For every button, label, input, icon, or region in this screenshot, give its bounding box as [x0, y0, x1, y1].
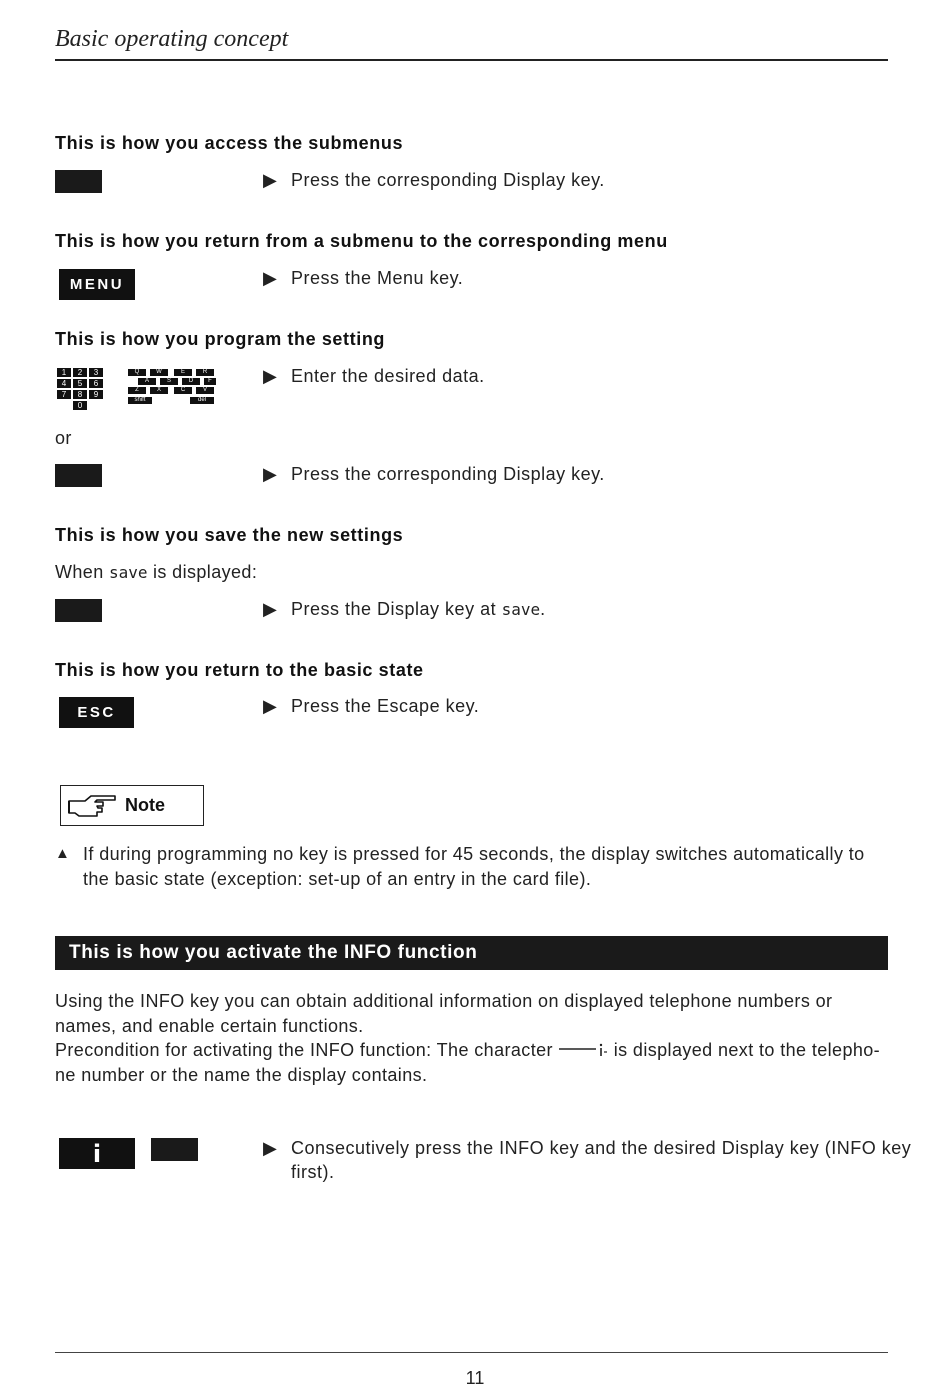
keypad-key: 4: [57, 379, 71, 388]
save-display-word: save: [109, 563, 148, 582]
arrow-icon: ▶: [263, 1138, 278, 1158]
keypad-key: 3: [89, 368, 103, 377]
keyboard-key: R: [196, 369, 214, 376]
display-key-icon: [151, 1138, 198, 1161]
keyboard-key: Z: [128, 387, 146, 394]
keypad-key: 0: [73, 401, 87, 410]
info-para1-line2: names, and enable certain functions.: [55, 1016, 364, 1036]
step-suffix: .: [540, 599, 546, 619]
info-key-icon: i: [59, 1138, 135, 1169]
heading-program-setting: This is how you program the setting: [55, 329, 386, 349]
info-section-banner: This is how you activate the INFO function: [55, 936, 888, 970]
step-enter-data: [263, 366, 485, 387]
info-para1-line1: Using the INFO key you can obtain additional information on displayed telephone numbers or: [55, 991, 833, 1011]
keyboard-key: A: [138, 378, 156, 385]
keyboard-key: X: [150, 387, 168, 394]
step-text: Press the corresponding Display key.: [291, 170, 605, 190]
display-key-icon: [55, 170, 102, 193]
step-text: Consecutively press the INFO key and the desired Display key (INFO key: [291, 1138, 912, 1158]
arrow-icon: ▶: [263, 696, 278, 716]
keyboard-key: W: [150, 369, 168, 376]
numeric-keypad-icon: [57, 368, 103, 412]
heading-access-submenus: This is how you access the submenus: [55, 133, 404, 153]
note-label: Note: [125, 795, 165, 815]
save-condition-suffix: is displayed:: [152, 562, 258, 582]
display-key-icon: [55, 464, 102, 487]
arrow-icon: ▶: [263, 268, 278, 288]
step-access-submenus: [263, 170, 605, 191]
info-para2-prefix: Precondition for activating the INFO function: The character: [55, 1040, 553, 1060]
step-escape: [263, 696, 479, 717]
keypad-key: 7: [57, 390, 71, 399]
keyboard-key: S: [160, 378, 178, 385]
note-marker-icon: ▲: [55, 845, 71, 862]
step-save: [263, 599, 546, 620]
page-number: 11: [465, 1368, 485, 1388]
pointing-hand-icon: [65, 791, 119, 821]
keyboard-key: F: [204, 378, 216, 385]
note-text-line2: the basic state (exception: set-up of an entry in the card file).: [83, 869, 592, 889]
arrow-icon: ▶: [263, 599, 278, 619]
keyboard-key: D: [182, 378, 200, 385]
keyboard-key: del: [190, 397, 214, 404]
heading-return-menu: This is how you return from a submenu to the corresponding menu: [55, 231, 668, 251]
arrow-icon: ▶: [263, 170, 278, 190]
note-box: [60, 785, 204, 826]
heading-save-settings: This is how you save the new settings: [55, 525, 404, 545]
keyboard-key: V: [196, 387, 214, 394]
header-rule: [55, 59, 888, 61]
keypad-key: 5: [73, 379, 87, 388]
save-condition-text: [55, 562, 257, 583]
info-character-icon: [558, 1043, 608, 1057]
keypad-key: 9: [89, 390, 103, 399]
arrow-icon: ▶: [263, 464, 278, 484]
info-para2-line2: ne number or the name the display contains.: [55, 1065, 428, 1085]
step-text: Press the Display key at: [291, 599, 497, 619]
heading-basic-state: This is how you return to the basic state: [55, 660, 424, 680]
step-press-display-key: [263, 464, 605, 485]
info-para2-line1: [55, 1040, 880, 1061]
keyboard-key: Q: [128, 369, 146, 376]
footer-rule: [55, 1352, 888, 1353]
step-text: Enter the desired data.: [291, 366, 485, 386]
keypad-key: 2: [73, 368, 87, 377]
step-info: [263, 1138, 911, 1159]
qwerty-keyboard-icon: [128, 369, 216, 407]
save-condition-prefix: When: [55, 562, 104, 582]
keyboard-key: E: [174, 369, 192, 376]
display-key-icon: [55, 599, 102, 622]
arrow-icon: ▶: [263, 366, 278, 386]
step-return-menu: [263, 268, 463, 289]
menu-key-icon: MENU: [59, 269, 135, 300]
keypad-key: 8: [73, 390, 87, 399]
keyboard-key: shift: [128, 397, 152, 404]
info-para2-suffix: is displayed next to the telepho-: [613, 1040, 881, 1060]
step-text: Press the Escape key.: [291, 696, 480, 716]
or-text: or: [55, 428, 72, 448]
note-text-line1: If during programming no key is pressed for 45 seconds, the display switches automatically to: [83, 844, 865, 864]
esc-key-icon: ESC: [59, 697, 134, 728]
page-header-title: Basic operating concept: [55, 26, 289, 52]
step-info-line2: first).: [291, 1162, 335, 1182]
save-display-word: save: [501, 600, 541, 619]
step-text: Press the corresponding Display key.: [291, 464, 605, 484]
keypad-key: 6: [89, 379, 103, 388]
step-text: Press the Menu key.: [291, 268, 464, 288]
keyboard-key: C: [174, 387, 192, 394]
keypad-key: 1: [57, 368, 71, 377]
